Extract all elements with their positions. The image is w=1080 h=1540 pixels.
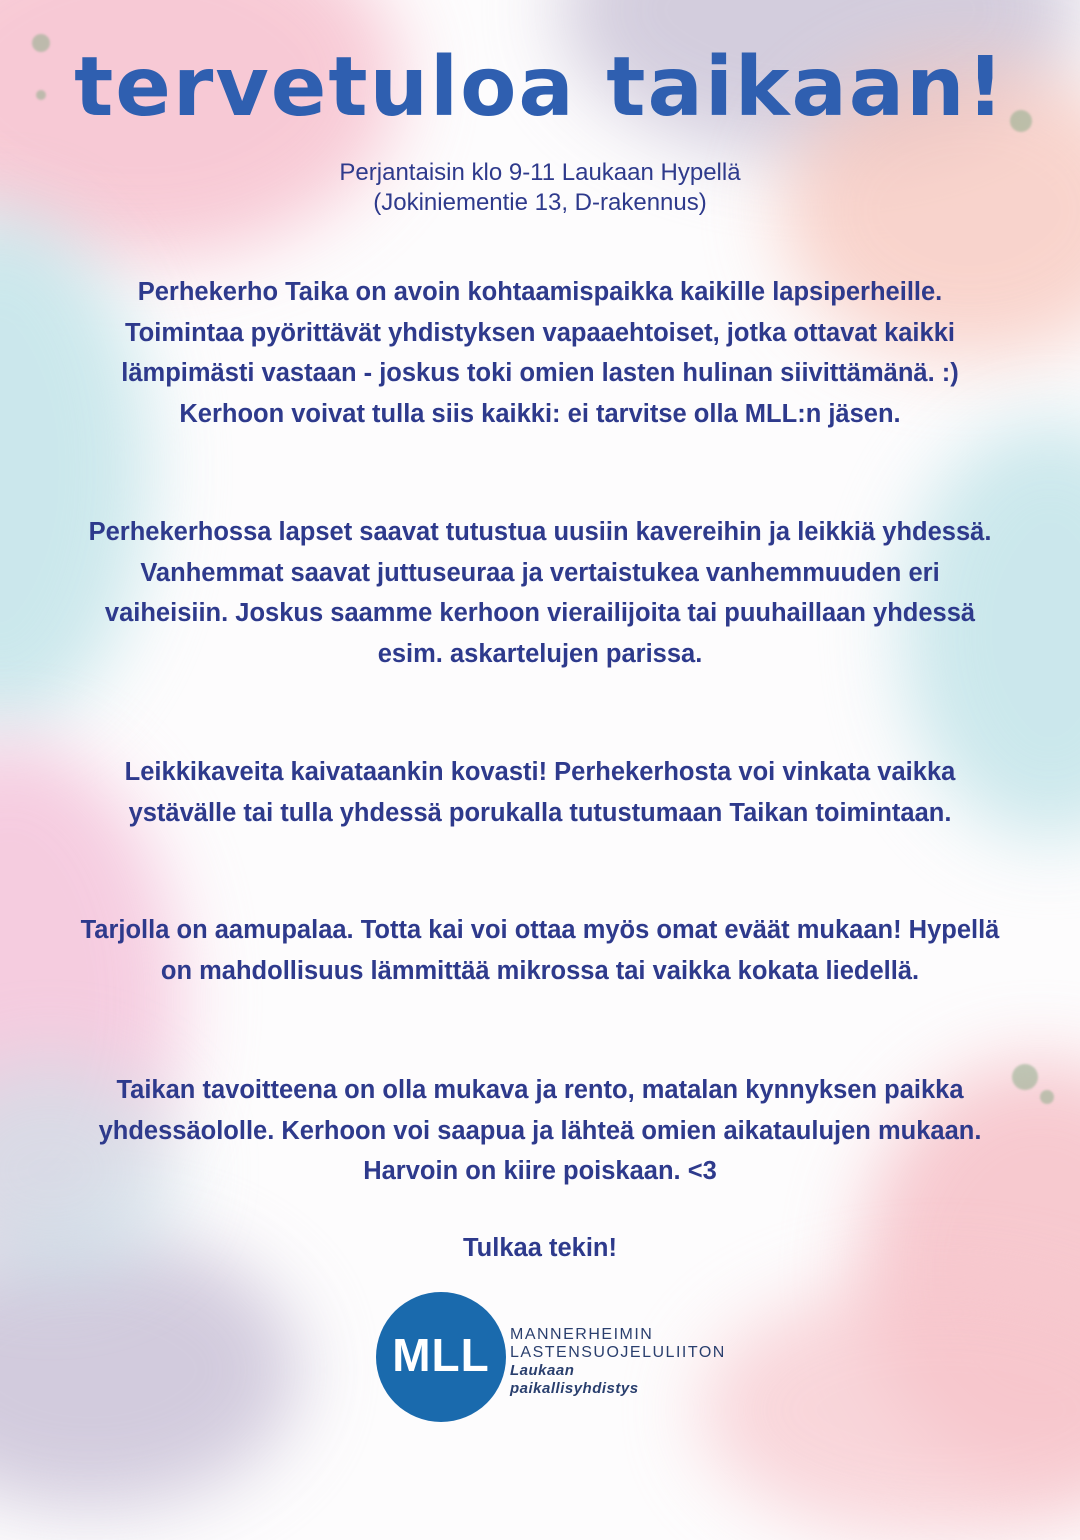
paragraph-breakfast: Tarjolla on aamupalaa. Totta kai voi ottaa myös omat eväät mukaan! Hypellä on mahdollisuus lämmittää mikrossa tai vaikka kokata liedellä. bbox=[80, 916, 1000, 985]
org-line-4: paikallisyhdistys bbox=[510, 1380, 639, 1397]
paragraph-goal: Taikan tavoitteena on olla mukava ja rento, matalan kynnyksen paikka yhdessäololle. Kerhoon voi saapua ja lähteä omien aikataulujen mukaan. Harvoin on kiire poiskaan. <3 bbox=[98, 1076, 982, 1185]
org-line-3: Laukaan bbox=[510, 1362, 575, 1379]
paragraph-intro: Perhekerho Taika on avoin kohtaamispaikka kaikille lapsiperheille. Toimintaa pyörittävät yhdistyksen vapaaehtoiset, jotka ottavat kaikki lämpimästi vastaan - joskus toki omien lasten hulinan siivittämänä. :) Kerhoon voivat tulla siis kaikki: ei tarvitse olla MLL:n jäsen. bbox=[121, 278, 959, 428]
paragraph-activities: Perhekerhossa lapset saavat tutustua uusiin kavereihin ja leikkiä yhdessä. Vanhemmat saavat juttuseuraa ja vertaistukea vanhemmuuden eri vaiheisiin. Joskus saamme kerhoon vierailijoita tai puuhaillaan yhdessä esim. askartelujen parissa. bbox=[88, 518, 992, 668]
closing-line: Tulkaa tekin! bbox=[463, 1234, 617, 1262]
org-line-2: LASTENSUOJELULIITON bbox=[510, 1344, 726, 1361]
schedule-time: Perjantaisin klo 9-11 Laukaan Hypellä bbox=[339, 159, 741, 186]
mll-logo-text: MLL bbox=[392, 1329, 490, 1381]
paragraph-invite: Leikkikaveita kaivataankin kovasti! Perhekerhosta voi vinkata vaikka ystävälle tai tulla yhdessä porukalla tutustumaan Taikan toimintaan. bbox=[124, 758, 956, 827]
schedule-address: (Jokiniementie 13, D-rakennus) bbox=[373, 189, 707, 216]
mll-logo bbox=[376, 1292, 506, 1422]
organization-name bbox=[510, 1326, 726, 1398]
org-line-1: MANNERHEIMIN bbox=[510, 1326, 654, 1343]
schedule-info bbox=[0, 158, 1080, 218]
poster-title: tervetuloa taikaan! bbox=[74, 40, 1006, 135]
